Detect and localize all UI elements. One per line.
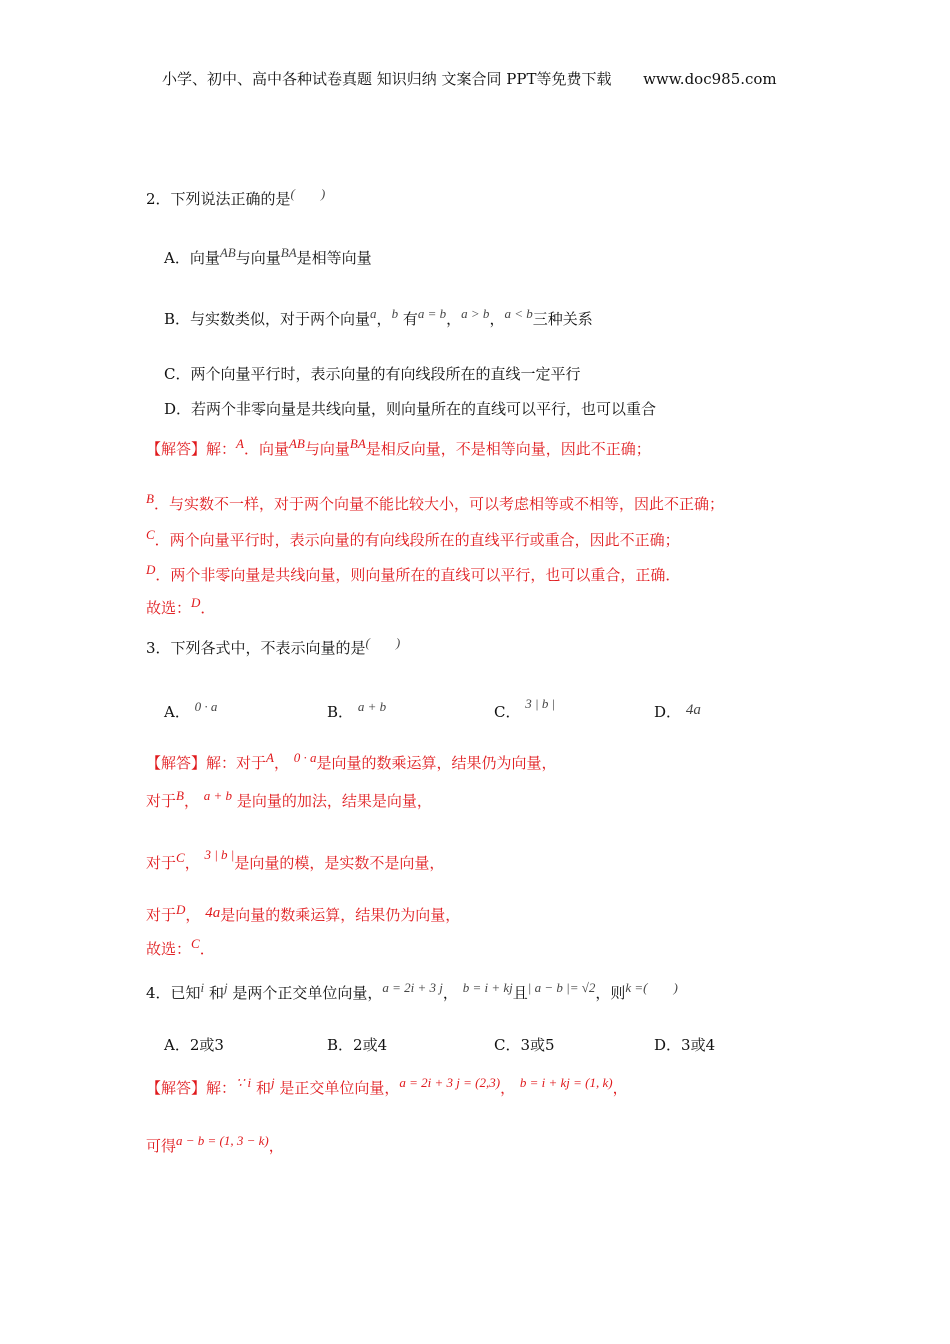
question-3-option-d: D． 4a [654, 702, 701, 721]
question-2-option-a: A．向量AB与向量BA是相等向量 [164, 245, 372, 267]
question-3-option-b: B． a + b [327, 699, 387, 721]
question-4-option-c: C．3或5 [494, 1036, 555, 1054]
question-2-option-d: D．若两个非零向量是共线向量，则向量所在的直线可以平行，也可以重合 [164, 400, 657, 418]
question-3-option-a: A． 0 · a [164, 699, 218, 721]
question-2-option-c: C．两个向量平行时，表示向量的有向线段所在的直线一定平行 [164, 365, 581, 383]
question-4-solution-line-1: 【解答】解：∵ i 和j 是正交单位向量，a = 2i + 3 j = (2,3)， b = i + kj = (1, k)， [146, 1075, 628, 1097]
question-2-solution-line-4: D．两个非零向量是共线向量，则向量所在的直线可以平行，也可以重合，正确． [146, 562, 681, 584]
question-2-solution-line-1: 【解答】解：A．向量AB与向量BA是相反向量，不是相等向量，因此不正确； [146, 436, 651, 458]
question-3-option-c: C． 3 | b | [494, 696, 556, 721]
question-2-option-b: B．与实数类似，对于两个向量a，b 有a = b，a > b，a < b三种关系 [164, 306, 593, 328]
question-4-solution-line-2: 可得a − b = (1, 3 − k)， [146, 1133, 284, 1155]
question-3-solution-line-1: 【解答】解：对于A， 0 · a是向量的数乘运算，结果仍为向量， [146, 750, 557, 772]
question-4-option-b: B．2或4 [327, 1036, 388, 1054]
question-2-answer: 故选：D． [146, 595, 216, 617]
question-2-solution-line-2: B．与实数不一样，对于两个向量不能比较大小，可以考虑相等或不相等，因此不正确； [146, 491, 724, 513]
page-header [162, 69, 777, 89]
question-2-stem: 2．下列说法正确的是( ) [146, 186, 326, 208]
question-3-solution-line-2: 对于B， a + b 是向量的加法，结果是向量， [146, 788, 432, 810]
question-4-option-a: A．2或3 [164, 1036, 224, 1054]
question-4-stem: 4．已知i 和j 是两个正交单位向量，a = 2i + 3 j， b = i + kj且| a − b |= √2，则k =( ) [146, 980, 678, 1002]
header-text: 小学、初中、高中各种试卷真题 知识归纳 文案合同 PPT等免费下载 [162, 70, 612, 88]
answer-paren: ( ) [643, 980, 678, 995]
question-3-answer: 故选：C． [146, 936, 215, 958]
answer-paren: ( ) [290, 186, 326, 201]
question-3-stem: 3．下列各式中，不表示向量的是( ) [146, 635, 401, 657]
question-2-solution-line-3: C．两个向量平行时，表示向量的有向线段所在的直线平行或重合，因此不正确； [146, 527, 680, 549]
header-url: www.doc985.com [643, 70, 777, 88]
question-3-solution-line-3: 对于C， 3 | b |是向量的模，是实数不是向量， [146, 847, 445, 872]
question-3-solution-line-4: 对于D， 4a是向量的数乘运算，结果仍为向量， [146, 902, 461, 924]
question-4-option-d: D．3或4 [654, 1036, 716, 1054]
answer-paren: ( ) [365, 635, 401, 650]
